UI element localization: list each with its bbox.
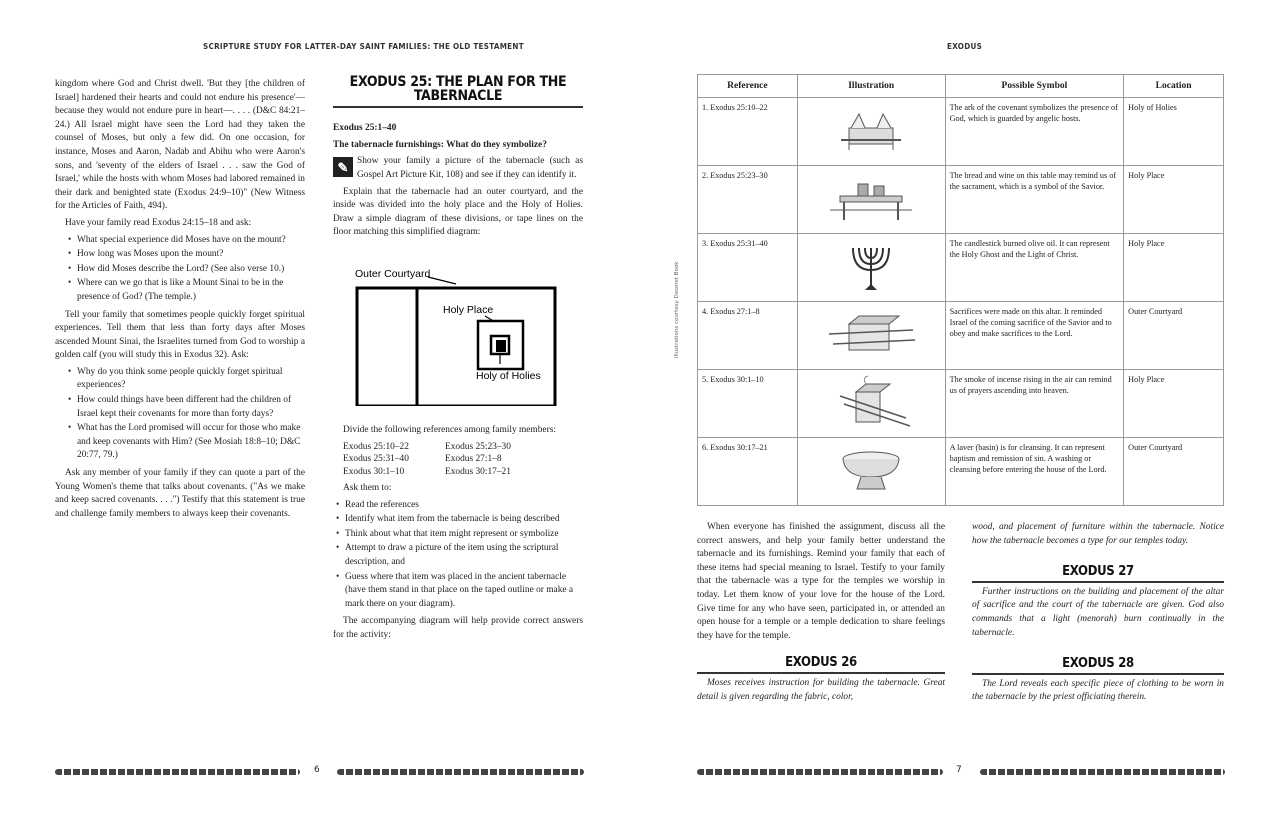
illustration-cell: [797, 370, 945, 438]
list-item: • What has the Lord promised will occur for those who make and keep covenants with Him? (See Mosiah 18:8–10; D&C 20:77, 79.): [77, 422, 305, 463]
left-question-list-1: [55, 234, 305, 305]
location-cell: Outer Courtyard: [1124, 438, 1224, 506]
reference-item: Exodus 30:1–10: [343, 466, 405, 477]
laver-icon: [831, 445, 911, 495]
exodus-27-title: EXODUS 27: [1062, 564, 1134, 580]
reference-cell: 1. Exodus 25:10–22: [698, 98, 798, 166]
mid-para-5: The accompanying diagram will help provide correct answers for the activity:: [333, 616, 583, 640]
list-item: • Why do you think some people quickly forget spiritual experiences?: [77, 366, 305, 393]
reference-cell: 2. Exodus 25:23–30: [698, 166, 798, 234]
list-item: • Attempt to draw a picture of the item using the scriptural description, and: [345, 542, 583, 569]
table-of-shewbread-icon: [826, 174, 916, 222]
holy-place-label: Holy Place: [443, 303, 494, 316]
reference-item: Exodus 25:31–40: [343, 454, 409, 465]
left-footer-ornament: [55, 769, 300, 775]
holy-of-holies-label: Holy of Holies: [476, 369, 541, 382]
location-cell: Holy Place: [1124, 234, 1224, 302]
section-subhead: The tabernacle furnishings: What do they symbolize?: [333, 139, 547, 150]
table-row: [698, 234, 1224, 302]
left-running-header: SCRIPTURE STUDY FOR LATTER-DAY SAINT FAMILIES: THE OLD TESTAMENT: [203, 42, 524, 51]
reference-cell: 6. Exodus 30:17–21: [698, 438, 798, 506]
right-lower-right-column: [972, 521, 1224, 708]
list-item: • Where can we go that is like a Mount Sinai to be in the presence of God? (The temple.): [77, 277, 305, 304]
location-cell: Holy Place: [1124, 166, 1224, 234]
left-column: [55, 78, 305, 524]
reference-item: Exodus 25:23–30: [445, 441, 511, 452]
symbol-cell: The ark of the covenant symbolizes the presence of God, which is guarded by angelic hosts.: [945, 98, 1124, 166]
symbol-cell: The bread and wine on this table may remind us of the sacrament, which is a symbol of the Savior.: [945, 166, 1124, 234]
exodus-25-title: EXODUS 25: THE PLAN FOR THE TABERNACLE: [349, 74, 567, 104]
left-question-list-2: [55, 366, 305, 463]
column-header: Location: [1124, 75, 1224, 98]
illustration-cell: [797, 302, 945, 370]
ark-marker: [496, 340, 506, 352]
exodus-27-text: Further instructions on the building and placement of the altar of sacrifice and the court of the tabernacle are given. God also commands that a light (menorah) burn continually in the tabernacle.: [972, 586, 1224, 638]
location-cell: Holy of Holies: [1124, 98, 1224, 166]
left-para-3: Tell your family that sometimes people quickly forget spiritual experiences. Tell them that less than forty days after Moses ascended Mount Sinai, the Israelites turned from God to worship a golden calf (you will study this in Exodus 32). Ask:: [55, 309, 305, 361]
list-item: • How did Moses describe the Lord? (See also verse 10.): [77, 263, 305, 277]
exodus-26-text: Moses receives instruction for building the tabernacle. Great detail is given regarding the fabric, color,: [697, 677, 945, 702]
list-item: • Identify what item from the tabernacle is being described: [345, 513, 583, 527]
list-item: • Read the references: [345, 499, 583, 513]
list-item: • How long was Moses upon the mount?: [77, 248, 305, 262]
reference-cell: 4. Exodus 27:1–8: [698, 302, 798, 370]
symbol-cell: A laver (basin) is for cleansing. It can represent baptism and remission of sin. A washing or cleansing before entering the house of the Lord.: [945, 438, 1124, 506]
right-running-header: EXODUS: [947, 42, 983, 51]
symbol-cell: The smoke of incense rising in the air can remind us of prayers ascending into heaven.: [945, 370, 1124, 438]
illustration-cell: [797, 98, 945, 166]
location-cell: Holy Place: [1124, 370, 1224, 438]
right-lower-left-column: [697, 521, 945, 707]
incense-altar-icon: [826, 374, 916, 430]
table-row: [698, 166, 1224, 234]
column-header: Illustration: [797, 75, 945, 98]
left-footer-ornament-2: [337, 769, 584, 775]
list-item: • Think about what that item might represent or symbolize: [345, 528, 583, 542]
illustration-cell: [797, 234, 945, 302]
reference-cell: 3. Exodus 25:31–40: [698, 234, 798, 302]
illustration-cell: [797, 166, 945, 234]
symbol-cell: Sacrifices were made on this altar. It reminded Israel of the coming sacrifice of the Savior and to obey and make sacrifices to the Lord.: [945, 302, 1124, 370]
exodus-28-text: The Lord reveals each specific piece of clothing to be worn in the tabernacle by the priest officiating therein.: [972, 678, 1224, 703]
list-item: • How could things have been different had the children of Israel kept their covenants for more than forty days?: [77, 394, 305, 421]
location-cell: Outer Courtyard: [1124, 302, 1224, 370]
left-para-1: kingdom where God and Christ dwell. 'But they [the children of Israel] hardened their hearts and could not endure his presence'—because they would not endure pure in heart—. . . . (D&C 84:21–24.) All Israel might have seen the Lord had they taken the counsel of Moses, but only a few did. On one occasion, for instance, Moses and Aaron, Nadab and Abihu who were Aaron's sons, and 'seventy of the elders of Israel . . . saw the God of Israel,' while the hosts with whom Moses had labored remained in their dark and benighted state (Exodus 24:9–10)" (New Witness for the Articles of Faith, 494).: [55, 79, 305, 212]
ark-icon: [831, 106, 911, 154]
column-header: Reference: [698, 75, 798, 98]
exodus-26-continued: wood, and placement of furniture within the tabernacle. Notice how the tabernacle becomes a type for our temples today.: [972, 522, 1224, 546]
reference-grid: [343, 441, 583, 479]
symbol-cell: The candlestick burned olive oil. It can represent the Holy Ghost and the Light of Christ.: [945, 234, 1124, 302]
outer-courtyard-label: Outer Courtyard: [355, 267, 431, 280]
outer-courtyard-arrow: [428, 277, 456, 284]
left-para-4: Ask any member of your family if they can quote a part of the Young Women's theme that talks about covenants. ("As we make and keep sacred covenants. . . .") Testify that this statement is true and challenge family members to always keep their covenants.: [55, 468, 305, 519]
mid-para-4: Ask them to:: [343, 483, 392, 494]
reference-item: Exodus 30:17–21: [445, 466, 511, 477]
scripture-reference: Exodus 25:1–40: [333, 123, 397, 134]
reference-item: Exodus 25:10–22: [343, 441, 409, 452]
exodus-26-title: EXODUS 26: [785, 655, 857, 671]
altar-icon: [823, 310, 919, 358]
right-footer-ornament-2: [980, 769, 1225, 775]
column-header: Possible Symbol: [945, 75, 1124, 98]
exodus-28-rule: [972, 673, 1224, 675]
middle-column: [333, 76, 583, 646]
table-row: [698, 98, 1224, 166]
mid-para-1-text: Show your family a picture of the tabernacle (such as Gospel Art Picture Kit, 108) and see if they can identify it.: [357, 156, 583, 180]
left-page-number: 6: [314, 765, 320, 775]
exodus-26-rule: [697, 672, 945, 674]
reference-cell: 5. Exodus 30:1–10: [698, 370, 798, 438]
list-item: • Guess where that item was placed in the ancient tabernacle (have them stand in that place on the taped outline or make a mark there on your diagram).: [345, 571, 583, 612]
table-row: [698, 438, 1224, 506]
mid-para-1: [333, 155, 583, 182]
furnishings-table: [697, 74, 1224, 506]
list-item: • What special experience did Moses have on the mount?: [77, 234, 305, 248]
picture-icon: ✎: [333, 157, 353, 177]
exodus-27-rule: [972, 581, 1224, 583]
activity-steps-list: [333, 499, 583, 612]
mid-para-3: Divide the following references among family members:: [343, 424, 556, 435]
right-para-1: When everyone has finished the assignment, discuss all the correct answers, and help your family better understand the tabernacle and its furnishings. Remind your family that each of these items had special meaning to Israel. Testify to your family that the tabernacle was a type for the temples we worship in today. Let them know of your love for the house of the Lord. Give time for any who have seen, participated in, or attended an open house for a temple or a temple dedication to share feelings they have for the temple.: [697, 522, 945, 641]
table-row: [698, 370, 1224, 438]
reference-item: Exodus 27:1–8: [445, 454, 502, 465]
right-footer-ornament: [697, 769, 943, 775]
left-para-2: Have your family read Exodus 24:15–18 and ask:: [65, 217, 252, 228]
table-header-row: [698, 75, 1224, 98]
illustration-cell: [797, 438, 945, 506]
illustration-credit: Illustrations courtesy Deseret Book: [674, 261, 680, 358]
menorah-icon: [841, 238, 901, 294]
exodus-28-title: EXODUS 28: [1062, 656, 1134, 672]
tabernacle-diagram: [333, 246, 583, 406]
mid-para-2: Explain that the tabernacle had an outer courtyard, and the inside was divided into the holy place and the Holy of Holies. Draw a simple diagram of these divisions, or tape lines on the floor matching this simplified diagram:: [333, 186, 583, 238]
table-row: [698, 302, 1224, 370]
right-page-number: 7: [956, 765, 962, 775]
